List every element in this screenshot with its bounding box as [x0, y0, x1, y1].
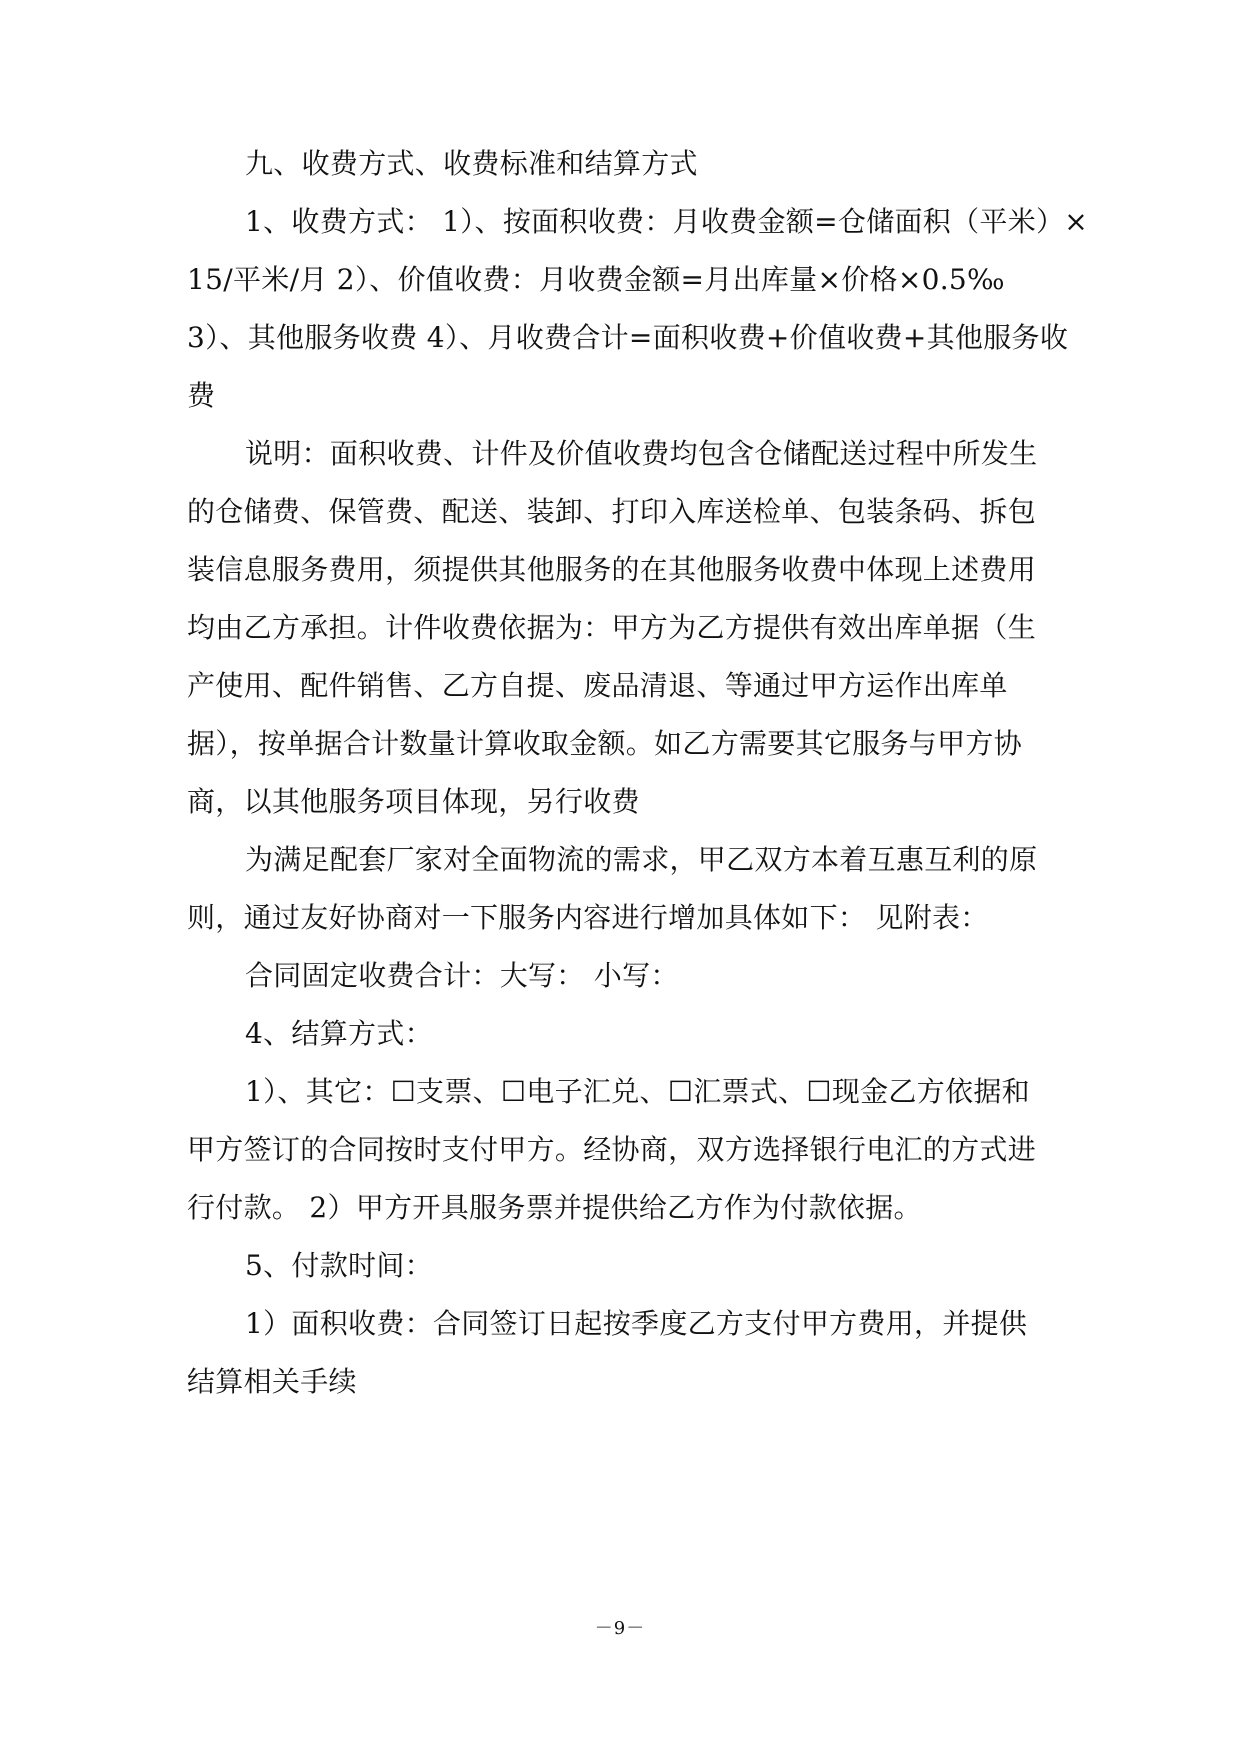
body-line: 则，通过友好协商对一下服务内容进行增加具体如下： 见附表：	[187, 901, 989, 934]
body-line: 4、结算方式：	[245, 1017, 433, 1050]
body-line: 15/平米/月 2）、价值收费：月收费金额=月出库量×价格×0.5‰	[187, 263, 1005, 296]
body-line: 为满足配套厂家对全面物流的需求，甲乙双方本着互惠互利的原	[245, 843, 1038, 876]
body-line: 说明：面积收费、计件及价值收费均包含仓储配送过程中所发生	[245, 437, 1038, 470]
body-line: 商，以其他服务项目体现，另行收费	[187, 785, 640, 818]
page-number: －9－	[594, 1618, 646, 1639]
body-line: 结算相关手续	[187, 1365, 357, 1398]
body-line: 3）、其他服务收费 4）、月收费合计=面积收费+价值收费+其他服务收	[187, 321, 1069, 354]
body-line: 甲方签订的合同按时支付甲方。经协商，双方选择银行电汇的方式进	[187, 1133, 1037, 1166]
body-line: 行付款。 2）甲方开具服务票并提供给乙方作为付款依据。	[187, 1191, 922, 1224]
body-line: 合同固定收费合计：大写： 小写：	[245, 959, 679, 992]
body-line: 据），按单据合计数量计算收取金额。如乙方需要其它服务与甲方协	[187, 727, 1023, 760]
body-line: 1、收费方式： 1）、按面积收费：月收费金额=仓储面积（平米）×	[245, 205, 1089, 238]
body-line: 费	[187, 379, 216, 412]
body-line: 均由乙方承担。计件收费依据为：甲方为乙方提供有效出库单据（生	[187, 611, 1037, 644]
body-line: 1）、其它：☐支票、☐电子汇兑、☐汇票式、☐现金乙方依据和	[245, 1075, 1030, 1108]
body-line: 装信息服务费用，须提供其他服务的在其他服务收费中体现上述费用	[187, 553, 1037, 586]
body-line: 5、付款时间：	[245, 1249, 433, 1282]
body-line: 1）面积收费：合同签订日起按季度乙方支付甲方费用，并提供	[245, 1307, 1028, 1340]
body-line: 产使用、配件销售、乙方自提、废品清退、等通过甲方运作出库单	[187, 669, 1008, 702]
body-line: 的仓储费、保管费、配送、装卸、打印入库送检单、包装条码、拆包	[187, 495, 1037, 528]
section-heading: 九、收费方式、收费标准和结算方式	[245, 147, 698, 180]
